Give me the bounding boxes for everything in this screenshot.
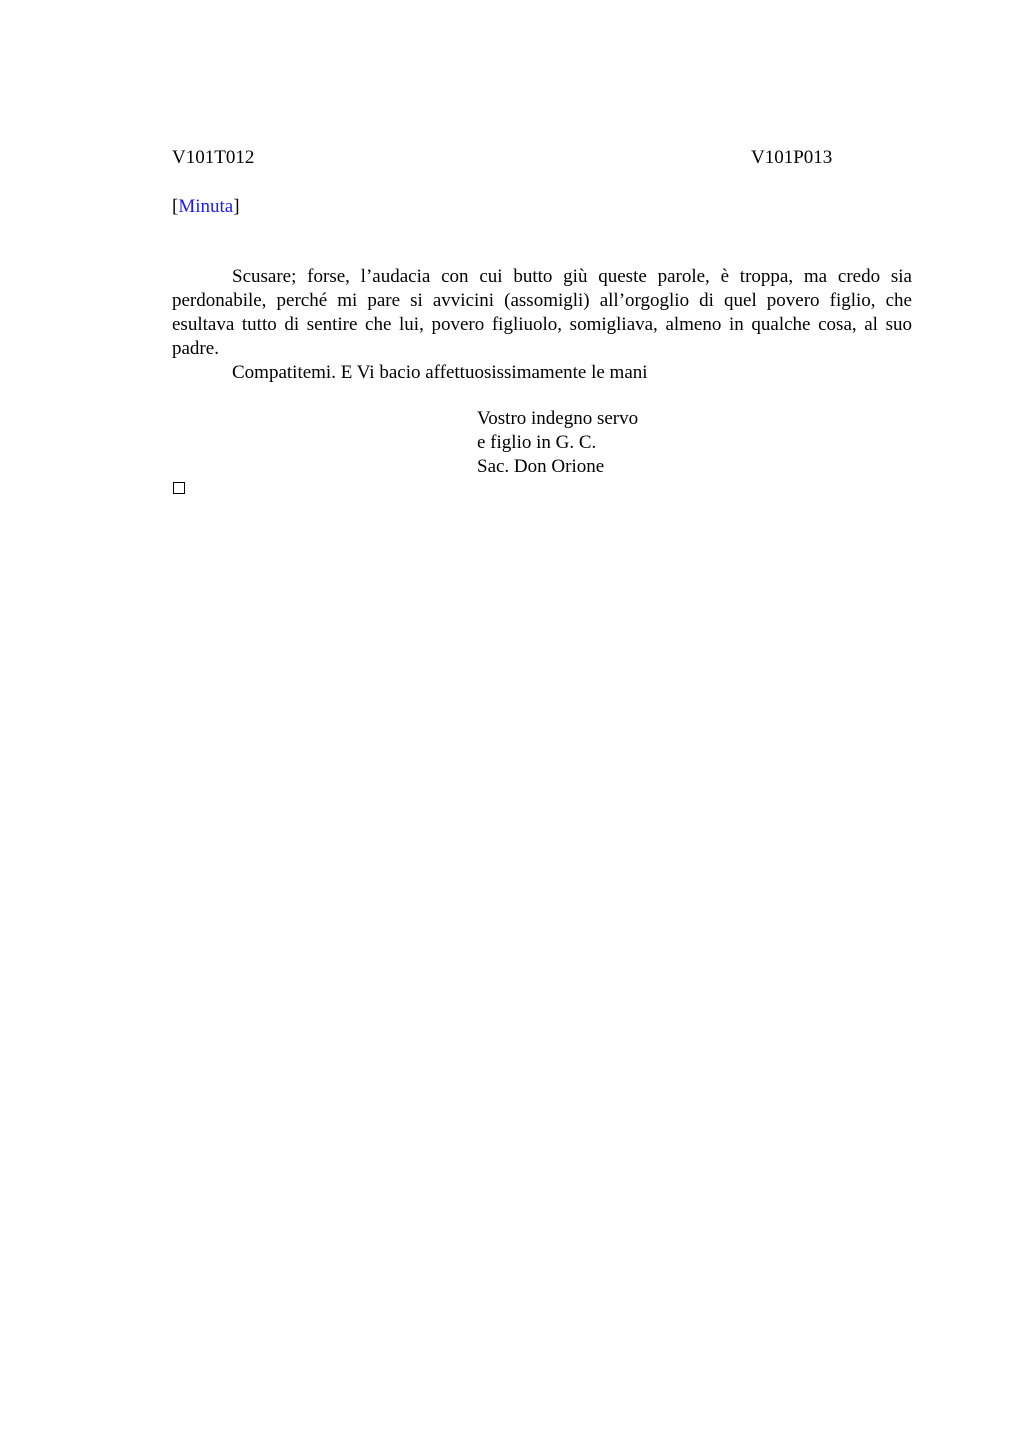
letter-body bbox=[172, 265, 912, 385]
body-paragraph: Scusare; forse, l’audacia con cui butto giù queste parole, è troppa, ma credo sia perdonabile, perché mi pare si avvicini (assomigli) all’orgoglio di quel povero figlio, che esultava tutto di sentire che lui, povero figliuolo, somigliava, almeno in qualche cosa, al suo padre. bbox=[172, 266, 912, 359]
document-type-label bbox=[172, 195, 240, 219]
body-paragraph: Compatitemi. E Vi bacio affettuosissimamente le mani bbox=[232, 362, 648, 383]
signature-line: Vostro indegno servo bbox=[477, 408, 639, 429]
signature-block bbox=[477, 407, 638, 479]
minuta-link[interactable]: Minuta bbox=[178, 196, 234, 217]
signature-line: Sac. Don Orione bbox=[477, 456, 605, 477]
signature-line: e figlio in G. C. bbox=[477, 432, 597, 453]
document-code-right: V101P013 bbox=[751, 147, 833, 168]
hollow-square-icon bbox=[173, 482, 185, 494]
close-bracket: ] bbox=[233, 196, 240, 217]
document-code-left: V101T012 bbox=[172, 147, 255, 168]
open-bracket: [ bbox=[172, 196, 179, 217]
